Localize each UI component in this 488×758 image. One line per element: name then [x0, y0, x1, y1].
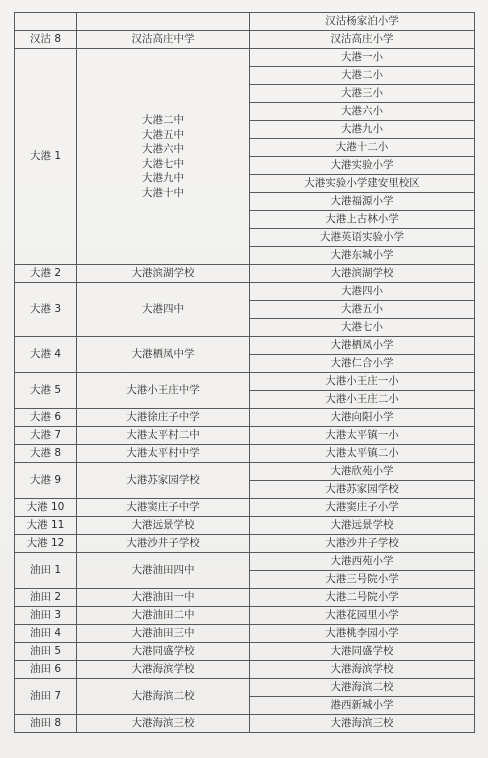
- table-row: [15, 265, 475, 283]
- district-cell: 油田 1: [15, 553, 77, 589]
- primary-school-cell: 大港海滨学校: [250, 661, 475, 679]
- district-cell: 油田 3: [15, 607, 77, 625]
- primary-school-cell: 大港仁合小学: [250, 355, 475, 373]
- middle-school-cell: 大港窦庄子中学: [77, 499, 250, 517]
- table-row: [15, 607, 475, 625]
- middle-school-cell: 大港油田一中: [77, 589, 250, 607]
- primary-school-cell: 汉沽杨家泊小学: [250, 13, 475, 31]
- primary-school-cell: 大港一小: [250, 49, 475, 67]
- middle-school-cell: 汉沽高庄中学: [77, 31, 250, 49]
- district-cell: [15, 13, 77, 31]
- table-row: [15, 625, 475, 643]
- primary-school-cell: 大港福源小学: [250, 193, 475, 211]
- primary-school-cell: 大港英语实验小学: [250, 229, 475, 247]
- district-cell: 大港 11: [15, 517, 77, 535]
- primary-school-cell: 大港七小: [250, 319, 475, 337]
- table-row: [15, 589, 475, 607]
- school-district-table: [14, 12, 475, 733]
- table-row: [15, 337, 475, 355]
- table-row: [15, 373, 475, 391]
- middle-school-name: 大港五中: [142, 128, 184, 141]
- middle-school-cell: [77, 13, 250, 31]
- primary-school-cell: 大港太平镇二小: [250, 445, 475, 463]
- middle-school-cell: 大港小王庄中学: [77, 373, 250, 409]
- district-cell: 油田 4: [15, 625, 77, 643]
- middle-school-cell: 大港油田三中: [77, 625, 250, 643]
- district-cell: 汉沽 8: [15, 31, 77, 49]
- middle-school-cell: 大港沙井子学校: [77, 535, 250, 553]
- table-row: [15, 409, 475, 427]
- primary-school-cell: 大港花园里小学: [250, 607, 475, 625]
- middle-school-cell: 大港海滨二校: [77, 679, 250, 715]
- table-row: [15, 445, 475, 463]
- primary-school-cell: 大港上古林小学: [250, 211, 475, 229]
- middle-school-cell: 大港太平村中学: [77, 445, 250, 463]
- middle-school-cell: 大港滨湖学校: [77, 265, 250, 283]
- table-row: [15, 517, 475, 535]
- table-row: [15, 553, 475, 571]
- primary-school-cell: 大港二小: [250, 67, 475, 85]
- table-row: [15, 715, 475, 733]
- middle-school-cell: 大港苏家园学校: [77, 463, 250, 499]
- table-row: [15, 499, 475, 517]
- primary-school-cell: 大港二号院小学: [250, 589, 475, 607]
- district-cell: 油田 6: [15, 661, 77, 679]
- primary-school-cell: 港西新城小学: [250, 697, 475, 715]
- primary-school-cell: 大港四小: [250, 283, 475, 301]
- district-cell: 大港 6: [15, 409, 77, 427]
- primary-school-cell: 大港栖凤小学: [250, 337, 475, 355]
- middle-school-cell: 大港海滨学校: [77, 661, 250, 679]
- district-cell: 大港 1: [15, 49, 77, 265]
- table-row: [15, 535, 475, 553]
- primary-school-cell: 大港苏家园学校: [250, 481, 475, 499]
- primary-school-cell: 大港太平镇一小: [250, 427, 475, 445]
- table-row: [15, 49, 475, 67]
- middle-school-cell: 大港四中: [77, 283, 250, 337]
- table-row: [15, 463, 475, 481]
- table-row: [15, 679, 475, 697]
- middle-school-cell: [77, 49, 250, 265]
- district-cell: 大港 12: [15, 535, 77, 553]
- primary-school-cell: 大港远景学校: [250, 517, 475, 535]
- primary-school-cell: 大港九小: [250, 121, 475, 139]
- primary-school-cell: 大港实验小学: [250, 157, 475, 175]
- primary-school-cell: 大港东城小学: [250, 247, 475, 265]
- district-cell: 油田 7: [15, 679, 77, 715]
- middle-school-cell: 大港油田四中: [77, 553, 250, 589]
- primary-school-cell: 大港三号院小学: [250, 571, 475, 589]
- middle-school-cell: 大港油田二中: [77, 607, 250, 625]
- middle-school-cell: 大港海滨三校: [77, 715, 250, 733]
- middle-school-name: 大港七中: [142, 157, 184, 170]
- middle-school-cell: 大港远景学校: [77, 517, 250, 535]
- primary-school-cell: 大港海滨二校: [250, 679, 475, 697]
- district-cell: 大港 4: [15, 337, 77, 373]
- primary-school-cell: 大港桃李园小学: [250, 625, 475, 643]
- primary-school-cell: 大港实验小学建安里校区: [250, 175, 475, 193]
- district-cell: 油田 5: [15, 643, 77, 661]
- middle-school-name: 大港六中: [142, 143, 184, 155]
- table-row: [15, 661, 475, 679]
- table-row: [15, 31, 475, 49]
- middle-school-name: 大港二中: [142, 114, 184, 126]
- table-row: [15, 283, 475, 301]
- primary-school-cell: 大港五小: [250, 301, 475, 319]
- primary-school-cell: 大港沙井子学校: [250, 535, 475, 553]
- middle-school-cell: 大港同盛学校: [77, 643, 250, 661]
- district-cell: 大港 7: [15, 427, 77, 445]
- primary-school-cell: 汉沽高庄小学: [250, 31, 475, 49]
- primary-school-cell: 大港向阳小学: [250, 409, 475, 427]
- primary-school-cell: 大港小王庄二小: [250, 391, 475, 409]
- district-cell: 大港 10: [15, 499, 77, 517]
- table-row: [15, 427, 475, 445]
- table-row: [15, 643, 475, 661]
- district-cell: 大港 9: [15, 463, 77, 499]
- district-cell: 大港 5: [15, 373, 77, 409]
- primary-school-cell: 大港西苑小学: [250, 553, 475, 571]
- table-body: [15, 13, 475, 733]
- primary-school-cell: 大港海滨三校: [250, 715, 475, 733]
- table-row: [15, 13, 475, 31]
- district-cell: 油田 2: [15, 589, 77, 607]
- primary-school-cell: 大港十二小: [250, 139, 475, 157]
- middle-school-cell: 大港徐庄子中学: [77, 409, 250, 427]
- primary-school-cell: 大港小王庄一小: [250, 373, 475, 391]
- middle-school-name: 大港九中: [142, 172, 184, 184]
- district-cell: 大港 3: [15, 283, 77, 337]
- district-cell: 大港 2: [15, 265, 77, 283]
- primary-school-cell: 大港六小: [250, 103, 475, 121]
- primary-school-cell: 大港三小: [250, 85, 475, 103]
- district-cell: 大港 8: [15, 445, 77, 463]
- primary-school-cell: 大港同盛学校: [250, 643, 475, 661]
- primary-school-cell: 大港滨湖学校: [250, 265, 475, 283]
- middle-school-cell: 大港太平村二中: [77, 427, 250, 445]
- middle-school-name: 大港十中: [142, 186, 184, 199]
- district-cell: 油田 8: [15, 715, 77, 733]
- middle-school-cell: 大港栖凤中学: [77, 337, 250, 373]
- primary-school-cell: 大港欣苑小学: [250, 463, 475, 481]
- primary-school-cell: 大港窦庄子小学: [250, 499, 475, 517]
